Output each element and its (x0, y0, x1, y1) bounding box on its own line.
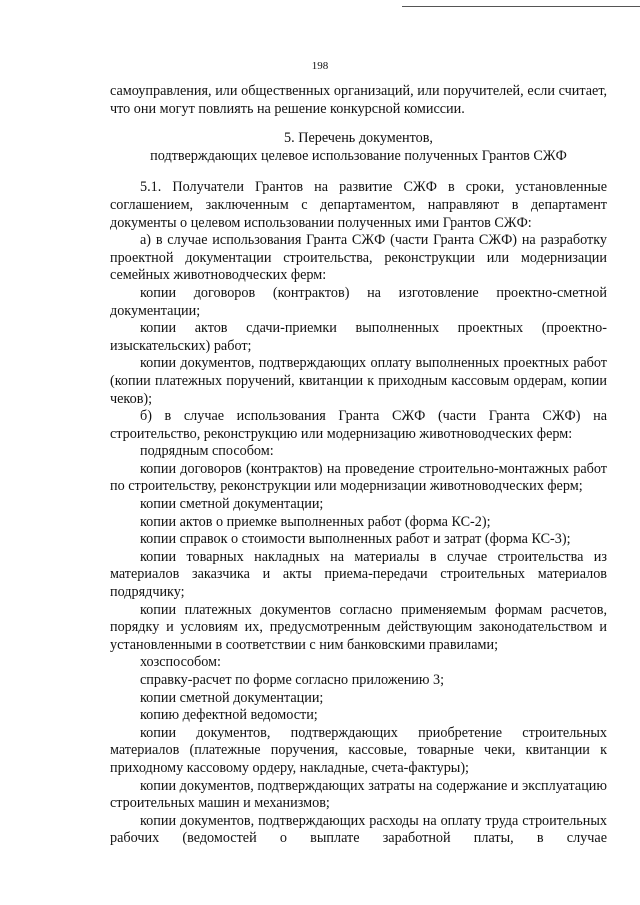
list-item: копии справок о стоимости выполненных работ и затрат (форма КС-3); (140, 531, 571, 548)
paragraph-5-1: 5.1. Получатели Грантов на развитие СЖФ в сроки, установленные соглашением, заключенным с департаментом, направляют в департамент документы о целевом использовании полученных ими Грантов СЖФ: (110, 179, 607, 231)
list-item: копии договоров (контрактов) на проведение строительно-монтажных работ по строительству, реконструкции или модернизации животноводческих ферм; (110, 460, 607, 495)
top-rule (402, 6, 640, 7)
list-item: копии документов, подтверждающих оплату выполненных проектных работ (копии платежных поручений, квитанции к приходным кассовым ордерам, копии чеков); (110, 355, 607, 407)
subheading-contract-method: подрядным способом: (140, 443, 274, 460)
list-item: копии сметной документации; (140, 689, 324, 706)
page-number: 198 (311, 60, 329, 72)
section-title-line2: подтверждающих целевое использование полученных Грантов СЖФ (150, 147, 567, 164)
paragraph-a: а) в случае использования Гранта СЖФ (части Гранта СЖФ) на разработку проектной документации строительства, реконструкции или модернизации семейных животноводческих ферм: (110, 232, 607, 284)
list-item: справку-расчет по форме согласно приложению 3; (140, 672, 445, 688)
list-item: копии актов сдачи-приемки выполненных проектных (проектно-изыскательских) работ; (110, 320, 607, 354)
list-item: копии сметной документации; (140, 496, 324, 513)
list-item: копии документов, подтверждающих затраты на содержание и эксплуатацию строительных машин и механизмов; (110, 777, 607, 812)
paragraph-b: б) в случае использования Гранта СЖФ (части Гранта СЖФ) на строительство, реконструкцию или модернизацию животноводческих ферм: (110, 408, 607, 442)
list-item: копии актов о приемке выполненных работ (форма КС-2); (140, 513, 491, 530)
list-item: копии платежных документов согласно применяемым формам расчетов, порядку и условиям их, предусмотренным действующим законодательством и установленными в соответствии с ним банковскими правилами; (110, 601, 607, 653)
list-item: копии товарных накладных на материалы в случае строительства из материалов заказчика и акты приема-передачи строительных материалов подрядчику; (110, 548, 607, 601)
list-item: копии документов, подтверждающих расходы на оплату труда строительных рабочих (ведомостей о выплате заработной платы, в случае (110, 812, 607, 847)
list-item: копии договоров (контрактов) на изготовление проектно-сметной документации; (110, 284, 607, 319)
spacer (110, 118, 607, 130)
document-body (110, 83, 607, 848)
list-item: копию дефектной ведомости; (140, 707, 318, 724)
intro-paragraph: самоуправления, или общественных организаций, или поручителей, если считает, что они могут повлиять на решение конкурсной комиссии. (110, 83, 607, 117)
list-item: копии документов, подтверждающих приобретение строительных материалов (платежные поручения, кассовые, товарные чеки, квитанции к приходному кассовому ордеру, накладные, счета-фактуры); (110, 724, 607, 776)
section-title-line1: 5. Перечень документов, (284, 130, 433, 147)
spacer (110, 165, 607, 179)
subheading-own-method: хозспособом: (140, 654, 221, 671)
